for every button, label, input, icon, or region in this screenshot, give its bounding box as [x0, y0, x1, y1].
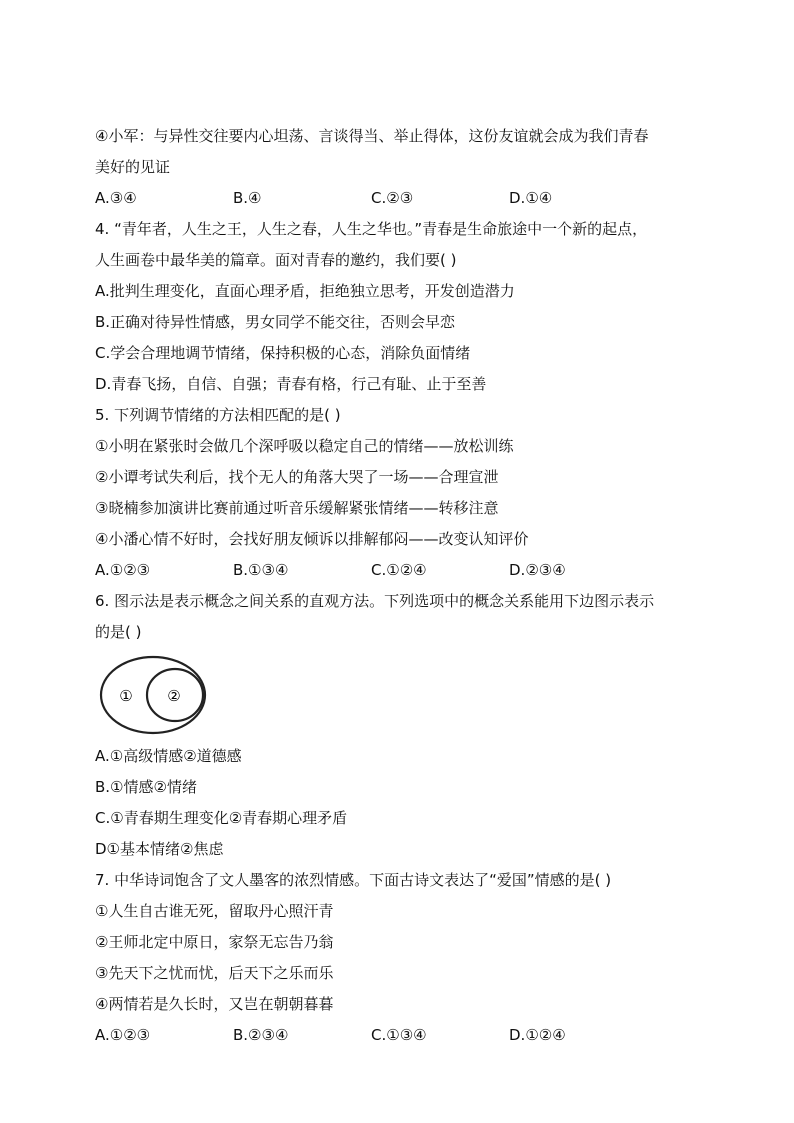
q5-item-3: ③晓楠参加演讲比赛前通过听音乐缓解紧张情绪——转移注意 [95, 499, 499, 517]
q6-stem-line1: 6. 图示法是表示概念之间关系的直观方法。下列选项中的概念关系能用下边图示表示 [95, 592, 655, 610]
q3-choices [95, 183, 700, 214]
inner-concept-label: ② [167, 687, 181, 705]
q3-item-4-line1: ④小军：与异性交往要内心坦荡、言谈得当、举止得体，这份友谊就会成为我们青春 [95, 127, 649, 145]
venn-diagram [95, 648, 700, 741]
q5-choice-a: A.①②③ [95, 561, 151, 579]
q5-item-4: ④小潘心情不好时，会找好朋友倾诉以排解郁闷——改变认知评价 [95, 530, 529, 548]
page-content [95, 121, 700, 1051]
q5-item-1: ①小明在紧张时会做几个深呼吸以稳定自己的情绪——放松训练 [95, 437, 514, 455]
q5-choices [95, 555, 700, 586]
q6-option-c: C.①青春期生理变化②青春期心理矛盾 [95, 809, 348, 827]
q7-item-3: ③先天下之忧而忧，后天下之乐而乐 [95, 964, 334, 982]
q7-choices [95, 1020, 700, 1051]
outer-concept-ellipse [101, 657, 205, 733]
q3-choice-a: A.③④ [95, 189, 137, 207]
q3-item-4-line2: 美好的见证 [95, 158, 171, 176]
q5-choice-c: C.①②④ [371, 561, 427, 579]
q6-option-b: B.①情感②情绪 [95, 778, 197, 796]
q3-choice-d: D.①④ [509, 189, 553, 207]
q7-choice-d: D.①②④ [509, 1026, 566, 1044]
q4-option-a: A.批判生理变化，直面心理矛盾，拒绝独立思考，开发创造潜力 [95, 282, 515, 300]
q7-item-4: ④两情若是久长时，又岂在朝朝暮暮 [95, 995, 334, 1013]
q5-stem: 5. 下列调节情绪的方法相匹配的是( ) [95, 406, 341, 424]
venn-diagram-svg [98, 652, 210, 738]
q5-choice-d: D.②③④ [509, 561, 566, 579]
q3-choice-c: C.②③ [371, 189, 414, 207]
q6-stem-line2: 的是( ) [95, 623, 142, 641]
outer-concept-label: ① [119, 687, 133, 705]
q4-stem-line1: 4. “青年者，人生之王，人生之春，人生之华也。”青春是生命旅途中一个新的起点， [95, 220, 648, 238]
q5-item-2: ②小谭考试失利后，找个无人的角落大哭了一场——合理宣泄 [95, 468, 499, 486]
q5-choice-b: B.①③④ [233, 561, 289, 579]
q3-choice-b: B.④ [233, 189, 262, 207]
q4-option-b: B.正确对待异性情感，男女同学不能交往，否则会早恋 [95, 313, 456, 331]
q7-choice-b: B.②③④ [233, 1026, 289, 1044]
q7-choice-a: A.①②③ [95, 1026, 151, 1044]
q7-item-1: ①人生自古谁无死，留取丹心照汗青 [95, 902, 334, 920]
q7-choice-c: C.①③④ [371, 1026, 427, 1044]
q7-stem: 7. 中华诗词饱含了文人墨客的浓烈情感。下面古诗文表达了“爱国”情感的是( ) [95, 871, 612, 889]
q7-item-2: ②王师北定中原日，家祭无忘告乃翁 [95, 933, 334, 951]
q4-option-d: D.青春飞扬，自信、自强；青春有格，行己有耻、止于至善 [95, 375, 487, 393]
q4-stem-line2: 人生画卷中最华美的篇章。面对青春的邀约，我们要( ) [95, 251, 457, 269]
q6-option-a: A.①高级情感②道德感 [95, 747, 242, 765]
q6-option-d: D①基本情绪②焦虑 [95, 840, 224, 858]
q4-option-c: C.学会合理地调节情绪，保持积极的心态，消除负面情绪 [95, 344, 471, 362]
